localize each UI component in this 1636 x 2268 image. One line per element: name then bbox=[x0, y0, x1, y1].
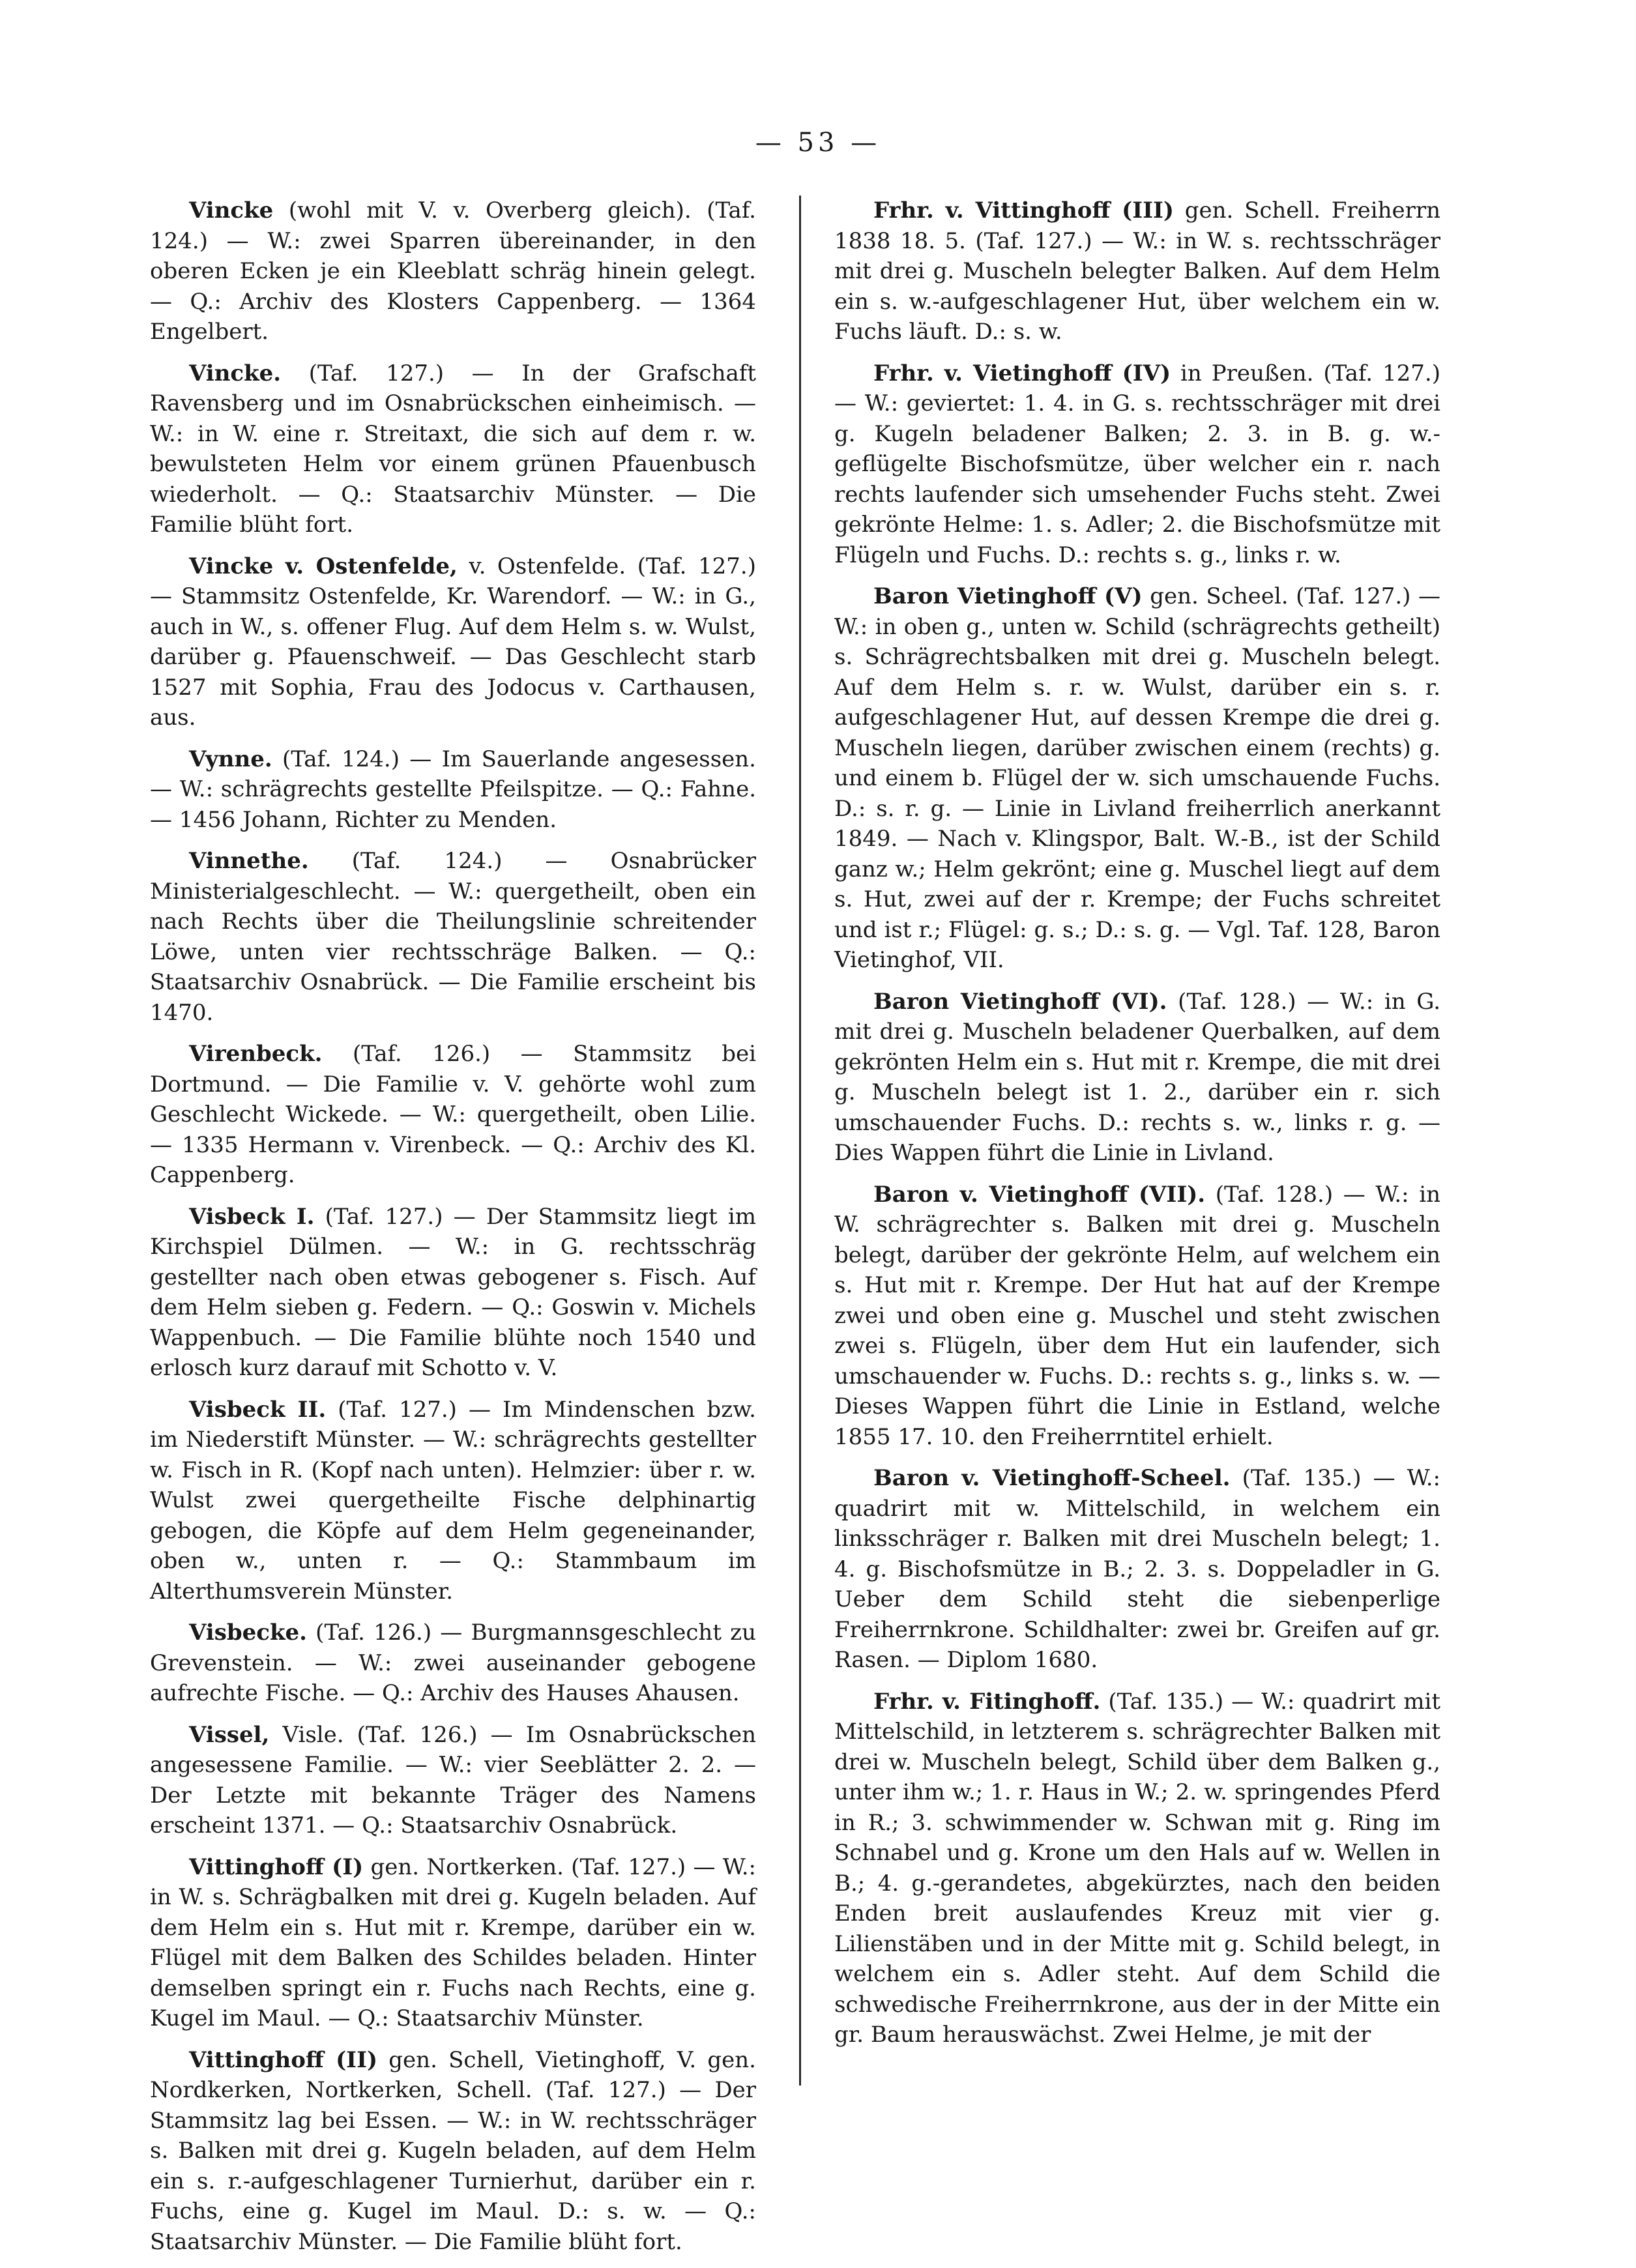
page-number: — 53 — bbox=[755, 128, 881, 158]
entry-text: v. Ostenfelde. (Taf. 127.) — Stammsitz Ostenfelde, Kr. Warendorf. — W.: in G., auch in W., s. offener Flug. Auf dem Helm s. w. Wulst, darüber g. Pfauenschweif. — Das Geschlecht starb 1527 mit Sophia, Frau des Jodocus v. Carthausen, aus. bbox=[150, 553, 756, 731]
entry-text: gen. Nortkerken. (Taf. 127.) — W.: in W. s. Schrägbalken mit drei g. Kugeln beladen. Auf dem Helm ein s. Hut mit r. Krempe, darüber ein w. Flügel mit dem Balken des Schildes beladen. Hinter demselben springt ein r. Fuchs nach Rechts, eine g. Kugel im Maul. — Q.: Staatsarchiv Münster. bbox=[150, 1854, 756, 2031]
entry-text: (Taf. 127.) — Im Mindenschen bzw. im Niederstift Münster. — W.: schrägrechts gestellter w. Fisch in R. (Kopf nach unten). Helmzier: über r. w. Wulst zwei quergetheilte Fische delphinartig gebogen, die Köpfe auf dem Helm gegeneinander, oben w., unten r. — Q.: Stammbaum im Alterthumsverein Münster. bbox=[150, 1396, 756, 1605]
armorial-entry bbox=[150, 551, 756, 733]
armorial-entry bbox=[150, 196, 756, 347]
armorial-entry bbox=[834, 196, 1440, 347]
entry-headword: Vincke. bbox=[189, 360, 282, 386]
entry-text: gen. Schell, Vietinghoff, V. gen. Nordkerken, Nortkerken, Schell. (Taf. 127.) — Der Stammsitz lag bei Essen. — W.: in W. rechtsschräger s. Balken mit drei g. Kugeln beladen, auf dem Helm ein s. r.-aufgeschlagener Turnierhut, darüber ein r. Fuchs, eine g. Kugel im Maul. D.: s. w. — Q.: Staatsarchiv Münster. — Die Familie blüht fort. bbox=[150, 2046, 756, 2255]
armorial-entry bbox=[834, 1687, 1440, 2050]
entry-text: (Taf. 135.) — W.: quadrirt mit w. Mittelschild, in welchem ein linksschräger r. Balken mit drei Muscheln belegt; 1. 4. g. Bischofsmütze in B.; 2. 3. s. Doppeladler in G. Ueber dem Schild steht die siebenperlige Freiherrnkrone. Schildhalter: zwei br. Greifen auf gr. Rasen. — Diplom 1680. bbox=[834, 1465, 1441, 1673]
entry-headword: Vittinghoff (II) bbox=[189, 2046, 378, 2073]
armorial-entry bbox=[150, 358, 756, 540]
left-column bbox=[150, 196, 756, 2268]
entry-headword: Virenbeck. bbox=[189, 1041, 323, 1067]
entry-headword: Vinnethe. bbox=[189, 848, 309, 874]
armorial-entry bbox=[150, 1720, 756, 1841]
entry-headword: Visbecke. bbox=[189, 1620, 307, 1646]
entry-headword: Baron v. Vietinghoff-Scheel. bbox=[873, 1465, 1231, 1491]
entry-headword: Vincke v. Ostenfelde, bbox=[189, 553, 458, 579]
entry-text: (wohl mit V. v. Overberg gleich). (Taf. 124.) — W.: zwei Sparren übereinander, in den oberen Ecken je ein Kleeblatt schräg hinein gelegt. — Q.: Archiv des Klosters Cappenberg. — 1364 Engelbert. bbox=[150, 197, 756, 345]
entry-headword: Vissel, bbox=[189, 1721, 270, 1748]
entry-headword: Frhr. v. Fitinghoff. bbox=[873, 1688, 1101, 1715]
armorial-entry bbox=[150, 1618, 756, 1709]
entry-text: (Taf. 127.) — Der Stammsitz liegt im Kirchspiel Dülmen. — W.: in G. rechtsschräg gestellter nach oben etwas gebogener s. Fisch. Auf dem Helm sieben g. Federn. — Q.: Goswin v. Michels Wappenbuch. — Die Familie blühte noch 1540 und erlosch kurz darauf mit Schotto v. V. bbox=[150, 1203, 756, 1381]
armorial-entry bbox=[150, 2045, 756, 2258]
entry-text: gen. Scheel. (Taf. 127.) — W.: in oben g., unten w. Schild (schrägrechts getheilt) s. Schrägrechtsbalken mit drei g. Muscheln belegt. Auf dem Helm s. r. w. Wulst, darüber ein s. r. aufgeschlagener Hut, auf dessen Krempe die drei g. Muscheln liegen, darüber zwischen einem (rechts) g. und einem b. Flügel der w. sich umschauende Fuchs. D.: s. r. g. — Linie in Livland freiherrlich anerkannt 1849. — Nach v. Klingspor, Balt. W.-B., ist der Schild ganz w.; Helm gekrönt; eine g. Muschel liegt auf dem s. Hut, zwei auf der r. Krempe; der Fuchs schreitet und ist r.; Flügel: g. s.; D.: s. g. — Vgl. Taf. 128, Baron Vietinghof, VII. bbox=[834, 583, 1440, 973]
armorial-entry bbox=[834, 1463, 1440, 1676]
entry-text: (Taf. 127.) — In der Grafschaft Ravensberg und im Osnabrückschen einheimisch. — W.: in W. eine r. Streitaxt, die sich auf dem r. w. bewulsteten Helm vor einem grünen Pfauenbusch wiederholt. — Q.: Staatsarchiv Münster. — Die Familie blüht fort. bbox=[150, 360, 756, 538]
armorial-entry bbox=[150, 846, 756, 1028]
entry-headword: Vittinghoff (I) bbox=[189, 1854, 364, 1880]
armorial-entry bbox=[150, 744, 756, 836]
entry-headword: Visbeck II. bbox=[189, 1396, 327, 1423]
entry-headword: Vincke bbox=[189, 197, 274, 224]
entry-text: Visle. (Taf. 126.) — Im Osnabrückschen angesessene Familie. — W.: vier Seeblätter 2. 2. — Der Letzte mit bekannte Träger des Namens erscheint 1371. — Q.: Staatsarchiv Osnabrück. bbox=[150, 1721, 756, 1839]
entry-headword: Frhr. v. Vittinghoff (III) bbox=[873, 197, 1174, 224]
entry-text: (Taf. 128.) — W.: in W. schrägrechter s. Balken mit drei g. Muscheln belegt, darüber der gekrönte Helm, auf welchem ein s. Hut mit r. Krempe. Der Hut hat auf der Krempe zwei und oben eine g. Muschel und steht zwischen zwei s. Flügeln, über dem Hut ein laufender, sich umschauender w. Fuchs. D.: rechts s. g., links s. w. — Dieses Wappen führt die Linie in Estland, welche 1855 17. 10. den Freiherrntitel erhielt. bbox=[834, 1181, 1441, 1450]
armorial-entry bbox=[150, 1039, 756, 1191]
armorial-entry bbox=[150, 1852, 756, 2034]
entry-headword: Baron v. Vietinghoff (VII). bbox=[873, 1181, 1206, 1208]
armorial-entry bbox=[150, 1202, 756, 1384]
armorial-entry bbox=[834, 1180, 1440, 1453]
column-divider bbox=[799, 196, 801, 2086]
entry-text: (Taf. 135.) — W.: quadrirt mit Mittelschild, in letzterem s. schrägrechter Balken mit drei w. Muscheln belegt, Schild über dem Balken g., unter ihm w.; 1. r. Haus in W.; 2. w. springendes Pferd in R.; 3. schwimmender w. Schwan mit g. Ring im Schnabel und g. Krone um den Hals auf w. Wellen in B.; 4. g.-gerandetes, abgekürztes, nach den beiden Enden breit auslaufendes Kreuz mit vier g. Lilienstäben und in der Mitte mit g. Schild belegt, in welchem ein s. Adler steht. Auf dem Schild die schwedische Freiherrnkrone, aus der in der Mitte ein gr. Baum herauswächst. Zwei Helme, je mit der bbox=[834, 1688, 1440, 2048]
entry-text: (Taf. 124.) — Im Sauerlande angesessen. — W.: schrägrechts gestellte Pfeilspitze. — Q.: Fahne. — 1456 Johann, Richter zu Menden. bbox=[150, 746, 756, 833]
entry-headword: Visbeck I. bbox=[189, 1203, 315, 1230]
right-column bbox=[834, 196, 1440, 2061]
armorial-entry bbox=[834, 581, 1440, 976]
entry-text: (Taf. 128.) — W.: in G. mit drei g. Muscheln beladener Querbalken, auf dem gekrönten Helm ein s. Hut mit r. Krempe, die mit drei g. Muscheln belegt ist 1. 2., darüber ein r. sich umschauender Fuchs. D.: rechts s. w., links r. g. — Dies Wappen führt die Linie in Livland. bbox=[834, 988, 1441, 1166]
entry-headword: Vynne. bbox=[189, 746, 272, 772]
entry-headword: Baron Vietinghoff (V) bbox=[873, 583, 1143, 609]
armorial-entry bbox=[834, 358, 1440, 571]
entry-headword: Baron Vietinghoff (VI). bbox=[873, 988, 1167, 1015]
armorial-entry bbox=[150, 1395, 756, 1607]
entry-headword: Frhr. v. Vietinghoff (IV) bbox=[873, 360, 1171, 386]
entry-text: (Taf. 124.) — Osnabrücker Ministerialgeschlecht. — W.: quergetheilt, oben ein nach Rechts über die Theilungslinie schreitender Löwe, unten vier rechtsschräge Balken. — Q.: Staatsarchiv Osnabrück. — Die Familie erscheint bis 1470. bbox=[150, 848, 756, 1026]
entry-text: in Preußen. (Taf. 127.) — W.: geviertet: 1. 4. in G. s. rechtsschräger mit drei g. Kugeln beladener Balken; 2. 3. in B. g. w.-geflügelte Bischofsmütze, über welcher ein r. nach rechts laufender sich umsehender Fuchs steht. Zwei gekrönte Helme: 1. s. Adler; 2. die Bischofsmütze mit Flügeln und Fuchs. D.: rechts s. g., links r. w. bbox=[834, 360, 1440, 568]
entry-text: (Taf. 126.) — Burgmannsgeschlecht zu Grevenstein. — W.: zwei auseinander gebogene aufrechte Fische. — Q.: Archiv des Hauses Ahausen. bbox=[150, 1620, 756, 1706]
entry-text: (Taf. 126.) — Stammsitz bei Dortmund. — Die Familie v. V. gehörte wohl zum Geschlecht Wickede. — W.: quergetheilt, oben Lilie. — 1335 Hermann v. Virenbeck. — Q.: Archiv des Kl. Cappenberg. bbox=[150, 1041, 756, 1188]
armorial-entry bbox=[834, 987, 1440, 1169]
entry-text: gen. Schell. Freiherrn 1838 18. 5. (Taf. 127.) — W.: in W. s. rechtsschräger mit drei g. Muscheln belegter Balken. Auf dem Helm ein s. w.-aufgeschlagener Hut, über welchem ein w. Fuchs läuft. D.: s. w. bbox=[834, 197, 1440, 345]
